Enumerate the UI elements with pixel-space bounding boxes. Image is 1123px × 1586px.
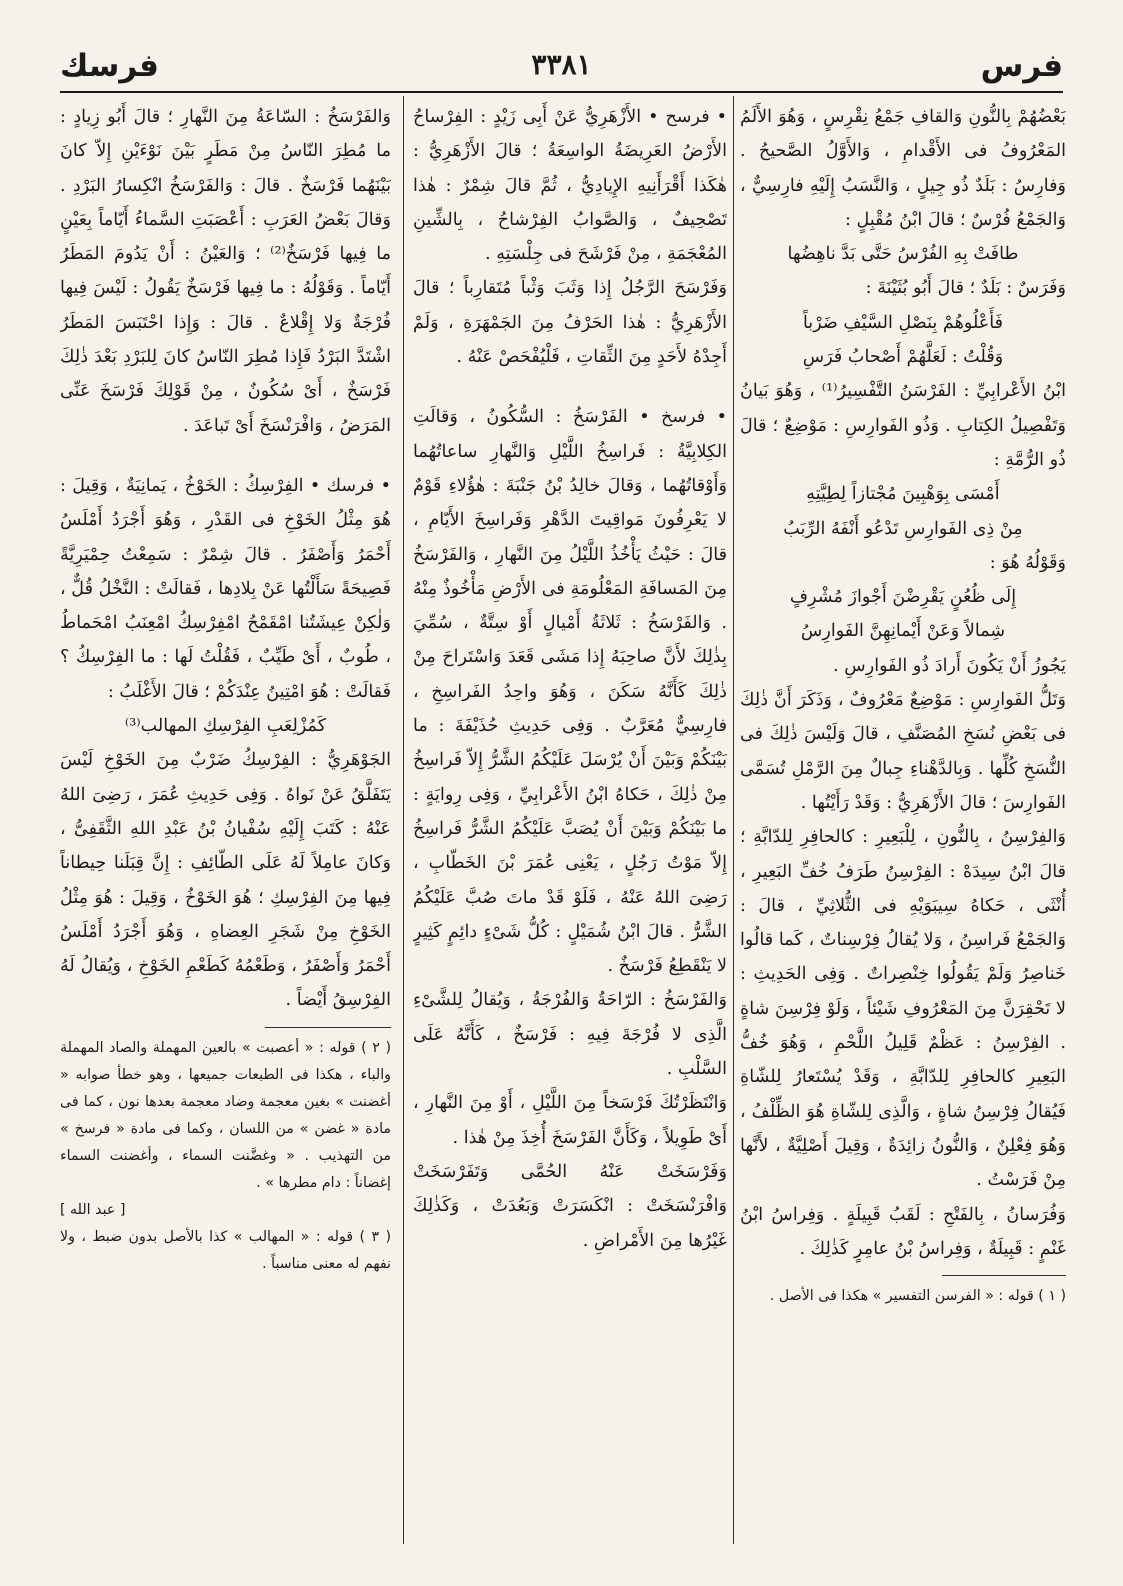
verse-line: فَأَعْلُوهُمْ بِنَصْلِ السَّيْفِ ضَرْباً <box>802 312 1004 333</box>
entry-paragraph: • فرسخ • الفَرْسَخُ : السُّكُونُ ، وَقالَتِ الكِلابِيَّةُ : فَراسِخُ اللَّيْلِ وَالنَّهارِ ساعاتُهُما وَأَوْقاتُهُما ، وَقالَ خالِدُ بْنُ جَنْبَةَ : هٰؤُلاءِ قَوْمٌ لا يَعْرِفُونَ مَواقِيتَ الدَّهْرِ وَفَراسِخَ الأَيّامِ ، قالَ : حَيْثُ يَأْخُذُ اللَّيْلُ مِنَ النَّهارِ ، وَالفَرْسَخُ مِنَ المَسافَةِ المَعْلُومَةِ فى الأَرْضِ مَأْخُوذٌ مِنْهُ . وَالفَرْسَخُ : ثَلاثَةُ أَمْيالٍ أَوْ سِتَّةٌ ، سُمِّيَ بِذٰلِكَ لأَنَّ صاحِبَهُ إِذا مَشَى قَعَدَ وَاسْتَراحَ مِنْ ذٰلِكَ كَأَنَّهُ سَكَنَ ، وَهُوَ واحِدُ الفَراسِخِ ، فارِسِيٌّ مُعَرَّبٌ . وَفِى حَدِيثِ حُذَيْفَةَ : ما بَيْنَكُمْ وَبَيْنَ أَنْ يُرْسَلَ عَلَيْكُمُ الشَّرُّ إِلاّ فَراسِخُ مِنْ ذٰلِكَ ، حَكاهُ ابْنُ الأَعْرابِيِّ ، وَفِى رِوايَةٍ : ما بَيْنَكُمْ وَبَيْنَ أَنْ يُصَبَّ عَلَيْكُمُ الشَّرُّ فَراسِخُ إِلاّ مَوْتُ رَجُلٍ ، يَعْنِى عُمَرَ بْنَ الخَطّابِ ، رَضِىَ اللهُ عَنْهُ ، فَلَوْ قَدْ ماتَ صُبَّ عَلَيْكُمُ الشَّرُّ . قالَ ابْنُ شُمَيْلٍ : كُلُّ شَىْءٍ دائِمٍ كَثِيرٍ لا يَنْقَطِعُ فَرْسَخٌ . <box>413 407 727 977</box>
page-header <box>60 48 1063 90</box>
entry-paragraph: • فرسح • الأَزْهَرِيُّ عَنْ أَبِى زَيْدٍ : الفِرْساحُ الأَرْضُ العَرِيضَةُ الواسِعَةُ ؛ قالَ الأَزْهَرِيُّ : هٰكَذا أَقْرَأَنِيهِ الإِيادِيُّ ، ثُمَّ قالَ شِمْرٌ : هٰذا تَصْحِيفٌ ، وَالصَّوابُ الفِرْشاحُ ، بِالشِّينِ المُعْجَمَةِ ، مِنْ فَرْشَحَ فى جِلْسَتِهِ . <box>413 107 727 265</box>
footnote: ( ٢ ) قوله : « أعصبت » بالعين المهملة والصاد المهملة والباء ، هكذا فى الطبعات جميعها ، وهو خطأ صوابه « أغضنت » بغين معجمة وضاد معجمة بعدها نون ، كما فى مادة « غضن » من اللسان ، وكما فى مادة « فرسخ » من التهذيب . « وغضَّنت السماء ، وأغضنت السماء إغضاناً : دام مطرها » . <box>60 1039 391 1191</box>
entry-paragraph: • فرسك • الفِرْسِكُ : الخَوْخُ ، يَمانِيَةٌ ، وَقِيلَ : هُوَ مِثْلُ الخَوْخِ فى القَدْرِ ، وَهُوَ أَجْرَدُ أَمْلَسُ أَحْمَرُ وَأَصْفَرُ . قالَ شِمْرٌ : سَمِعْتُ حِمْيَرِيَّةً فَصِيحَةً سَأَلْتُها عَنْ بِلادِها ، فَقالَتْ : النَّخْلُ قُلٌّ ، وَلٰكِنْ عِيشَتُنا امْقَمْحُ امْفِرْسِكُ امْعِنَبُ امْحَماطُ ، طُوبٌ ، أَىْ طَيِّبٌ ، فَقُلْتُ لَها : ما الفِرْسِكُ ؟ فَقالَتْ : هُوَ امْتِينُ عِنْدَكُمْ ؛ قالَ الأَغْلَبُ : <box>60 475 391 702</box>
footnote-signature: [ عبد الله ] <box>60 1201 126 1218</box>
entry-paragraph: وَالفَرْسَخُ : الرّاحَةُ وَالفُرْجَةُ ، وَيُقالُ لِلشَّىْءِ الَّذِى لا فُرْجَةَ فِيهِ : فَرْسَخٌ ، كَأَنَّهُ عَلَى السَّلْبِ . <box>413 990 727 1080</box>
entry-paragraph: وَقَوْلُهُ هُوَ : <box>989 552 1066 573</box>
entry-paragraph: وَفَرْسَحَ الرَّجُلُ إِذا وَثَبَ وَثْباً مُتَقارِباً ؛ قالَ الأَزْهَرِيُّ : هٰذا الحَرْفُ مِنَ الجَمْهَرَةِ ، وَلَمْ أَجِدْهُ لأَحَدٍ مِنَ الثِّقاتِ ، فَلْيُفْحَصْ عَنْهُ . <box>413 278 727 368</box>
column-left <box>60 100 391 1540</box>
entry-paragraph: وَفُرَسانُ ، بِالفَتْحِ : لَقَبُ قَبِيلَةٍ . وَفِراسُ ابْنُ غَنْمٍ : قَبِيلَةٌ ، وَفِراسُ بْنُ عامِرٍ كَذٰلِكَ . <box>740 1204 1066 1259</box>
verse-line: شِمالاً وَعَنْ أَيْمانِهِنَّ الفَوارِسُ <box>800 621 1006 642</box>
column-divider <box>733 96 734 1544</box>
entry-paragraph: وَانْتَظَرْتُكَ فَرْسَخاً مِنَ اللَّيْلِ ، أَوْ مِنَ النَّهارِ ، أَىْ طَوِيلاً ، وَكَأَنَّ الفَرْسَخَ أُخِذَ مِنْ هٰذا . <box>413 1093 727 1148</box>
verse-line: كَمُزْلِعَبِ الفِرْسِكِ المهالب⁽³⁾ <box>124 716 327 737</box>
column-middle <box>413 100 727 1540</box>
header-rule <box>60 91 1063 93</box>
running-head-right: فرس <box>980 48 1063 84</box>
running-head-left: فرسك <box>60 48 159 84</box>
column-divider <box>403 96 404 1544</box>
verse-line: أَمْسَى بِوَهْبِينَ مُجْتازاً لِطِيَّتِهِ <box>806 484 1000 505</box>
entry-paragraph: بَعْضُهُمْ بِالنُّونِ وَالقافِ جَمْعُ نِقْرِسٍ ، وَهُوَ الأَلَمُ المَعْرُوفُ فى الأَقْدامِ ، وَالأَوَّلُ الصَّحيحُ . وَفارِسُ : بَلَدٌ ذُو جِيلٍ ، وَالنَّسَبُ إِلَيْهِ فارِسِيٌّ ، وَالجَمْعُ فُرْسٌ ؛ قالَ ابْنُ مُقْبِلٍ : <box>740 107 1066 230</box>
footnote: ( ٣ ) قوله : « المهالب » كذا بالأصل بدون ضبط ، ولا نفهم له معنى مناسباً . <box>60 1228 391 1272</box>
verse-line: طافَتْ بِهِ الفُرْسُ حَتَّى بَدَّ ناهِضُها <box>787 244 1019 265</box>
footnote-rule <box>265 1027 391 1028</box>
column-right <box>740 100 1066 1540</box>
verse-line: مِنْ ذِى الفَوارِسِ تَدْعُو أَنْفَهُ الرِّبَبُ <box>783 518 1023 539</box>
entry-paragraph: ابْنُ الأَعْرابِيِّ : الفَرْسَنُ التَّفْسِيرُ⁽¹⁾ ، وَهُوَ بَيانُ وَتَفْصِيلُ الكِتابِ . وَذُو الفَوارِسِ : مَوْضِعٌ ؛ قالَ ذُو الرُّمَّةِ : <box>740 381 1066 470</box>
entry-paragraph: وَالفَرْسَخُ : السّاعَةُ مِنَ النَّهارِ ؛ قالَ أَبُو زِيادٍ : ما مُطِرَ النّاسُ مِنْ مَطَرٍ بَيْنَ نَوْءَيْنِ إِلاّ كانَ بَيْنَهُما فَرْسَخٌ . قالَ : وَالفَرْسَخُ انْكِسارُ البَرْدِ . وَقالَ بَعْضُ العَرَبِ : أَعْصَبَتِ السَّماءُ أَيّاماً بِعَيْنٍ ما فِيها فَرْسَخٌ⁽²⁾ ؛ وَالعَيْنُ : أَنْ يَدُومَ المَطَرُ أَيّاماً . وَقَوْلُهُ : ما فِيها فَرْسَخٌ يَقُولُ : لَيْسَ فِيها فُرْجَةٌ وَلا إِقْلاعٌ . قالَ : وَإِذا احْتَبَسَ المَطَرُ اشْتَدَّ البَرْدُ فَإِذا مُطِرَ النّاسُ كانَ لِلبَرْدِ بَعْدَ ذٰلِكَ فَرْسَخٌ ، أَىْ سُكُونٌ ، مِنْ قَوْلِكَ فَرْسَخَ عَنِّى المَرَضُ ، وَافْرَنْسَخَ أَىْ تَباعَدَ . <box>60 107 391 436</box>
verse-line: إِلَى ظُعُنٍ يَقْرِضْنَ أَجْوازَ مُشْرِفٍ <box>789 587 1017 608</box>
page-number: ٣٣٨١ <box>531 48 592 81</box>
entry-paragraph: وَفَرْسَخَتْ عَنْهُ الحُمَّى وَتَفَرْسَخَتْ وَافْرَنْسَخَتْ : انْكَسَرَتْ وَبَعُدَتْ ، وَكَذٰلِكَ غَيْرُها مِنَ الأَمْراضِ . <box>413 1161 727 1251</box>
entry-paragraph: وَتَلُّ الفَوارِسِ : مَوْضِعٌ مَعْرُوفٌ ، وَذَكَرَ أَنَّ ذٰلِكَ فى بَعْضِ نُسَخِ المُصَنَّفِ ، قالَ وَلَيْسَ ذٰلِكَ فى النُّسَخِ كُلِّها . وَبِالدَّهْناءِ جِبالٌ مِنَ الرَّمْلِ تُسَمَّى الفَوارِسَ ؛ قالَ الأَزْهَرِيُّ : وَقَدْ رَأَيْتُها . <box>740 690 1066 813</box>
entry-paragraph: يَجُوزُ أَنْ يَكُونَ أَرادَ ذُو الفَوارِسِ . <box>833 655 1066 676</box>
footnote-rule <box>942 1275 1066 1276</box>
footnote: ( ١ ) قوله : « الفرسن التفسير » هكذا فى الأصل . <box>769 1288 1066 1305</box>
entry-paragraph: وَالفِرْسِنُ ، بِالنُّونِ ، لِلْبَعِيرِ : كالحافِرِ لِلدّابَّةِ ؛ قالَ ابْنُ سِيدَهْ : الفِرْسِنُ طَرَفُ خُفِّ البَعِيرِ ، أُنْثَى ، حَكاهُ سِيبَوَيْهِ فى الثُّلاثِيِّ ، قالَ : وَالجَمْعُ فَراسِنُ ، وَلا يُقالُ فِرْسِناتٌ ، كَما قالُوا خَناصِرُ وَلَمْ يَقُولُوا خِنْصِراتٌ . وَفِى الحَدِيثِ : لا تَحْقِرَنَّ مِنَ المَعْرُوفِ شَيْئاً ، وَلَوْ فِرْسِنَ شاةٍ . الفِرْسِنُ : عَظْمٌ قَلِيلُ اللَّحْمِ ، وَهُوَ خُفُّ البَعِيرِ كالحافِرِ لِلدّابَّةِ ، وَقَدْ يُسْتَعارُ لِلشّاةِ فَيُقالُ فِرْسِنُ شاةٍ ، وَالَّذِى لِلشّاةِ هُوَ الظِّلْفُ ، وَهُوَ فِعْلِنٌ ، وَالنُّونُ زائِدَةٌ ، وَقِيلَ أَصْلِيَّةٌ ، لأَنَّها مِنْ فَرَسْتُ . <box>740 827 1066 1191</box>
entry-paragraph: وَفَرَسٌ : بَلَدٌ ؛ قالَ أَبُو بُثَيْنَةَ : <box>865 278 1066 299</box>
verse-line: وَقُلْتُ : لَعَلَّهُمْ أَصْحابُ فَرَسِ <box>802 347 1004 368</box>
entry-paragraph: الجَوْهَرِيُّ : الفِرْسِكُ ضَرْبٌ مِنَ الخَوْخِ لَيْسَ يَتَفَلَّقُ عَنْ نَواهُ . وَفِى حَدِيثِ عُمَرَ ، رَضِىَ اللهُ عَنْهُ : كَتَبَ إِلَيْهِ سُفْيانُ بْنُ عَبْدِ اللهِ الثَّقَفِىُّ ، وَكانَ عامِلاً لَهُ عَلَى الطّائِفِ : إِنَّ قِبَلَنا حِيطاناً فِيها مِنَ الفِرْسِكِ ؛ هُوَ الخَوْخُ ، وَقِيلَ : هُوَ مِثْلُ الخَوْخِ مِنْ شَجَرِ العِضاهِ ، وَهُوَ أَجْرَدُ أَمْلَسُ أَحْمَرُ وَأَصْفَرُ ، وَطَعْمُهُ كَطَعْمِ الخَوْخِ ، وَيُقالُ لَهُ الفِرْسِقُ أَيْضاً . <box>60 750 391 1011</box>
